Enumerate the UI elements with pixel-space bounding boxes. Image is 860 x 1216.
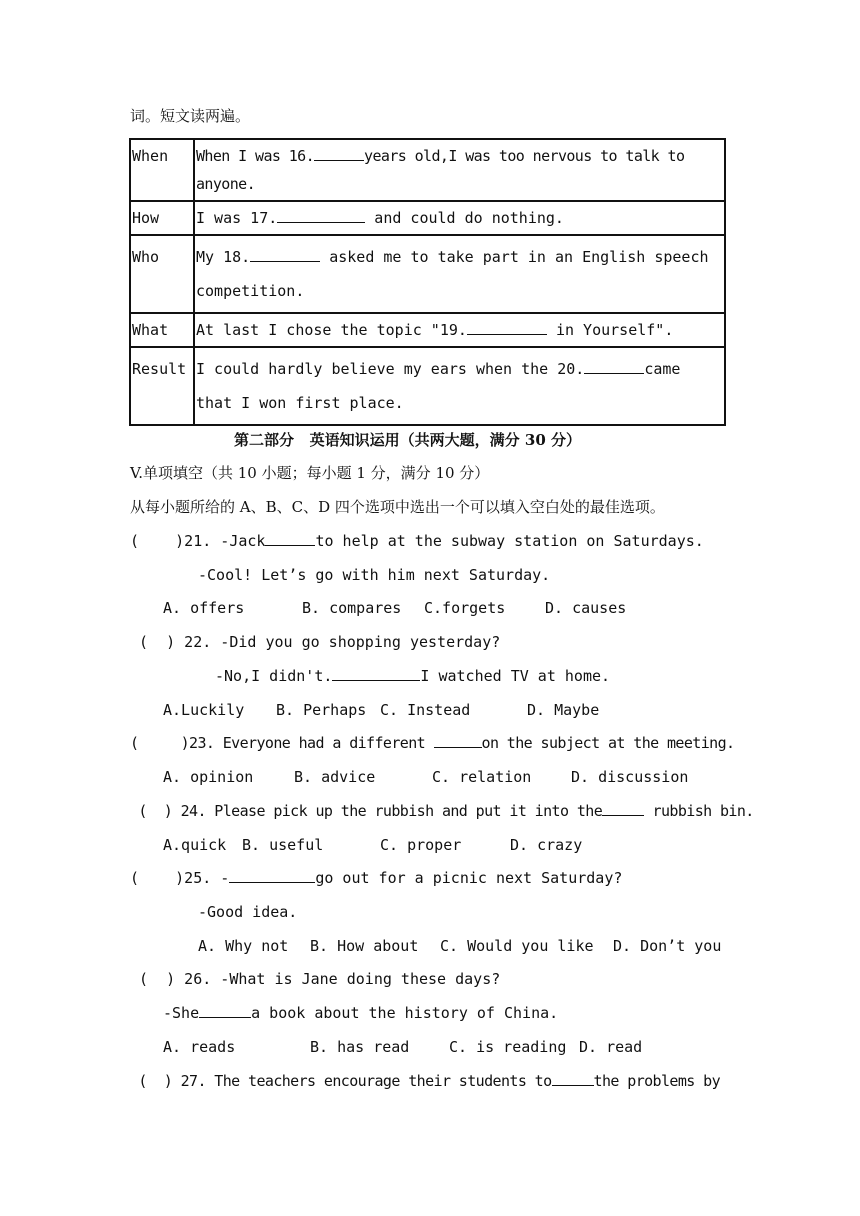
option-21-b[interactable]: B. compares [302,599,402,617]
option-22-d[interactable]: D. Maybe [527,701,600,719]
option-26-c[interactable]: C. is reading [449,1038,567,1056]
part2-title: 第二部分 英语知识运用（共两大题，满分 30 分） [234,431,581,449]
question-22-stem: ( ) 22. -Did you go shopping yesterday? [130,633,501,651]
row-key: Who [130,235,194,313]
option-23-c[interactable]: C. relation [432,768,532,786]
question-26-stem: ( ) 26. -What is Jane doing these days? [130,970,501,988]
section5-title: V.单项填空（共 10 小题；每小题 1 分，满分 10 分） [130,464,490,482]
row-value: I was 17. and could do nothing. [194,201,725,235]
option-26-d[interactable]: D. read [579,1038,643,1056]
blank-27[interactable] [552,1071,594,1086]
table-row [130,139,725,201]
option-24-a[interactable]: A.quick [163,836,227,854]
blank-25[interactable] [229,868,315,883]
option-22-b[interactable]: B. Perhaps [276,701,367,719]
option-25-c[interactable]: C. Would you like [440,937,594,955]
blank-16[interactable] [314,146,364,161]
option-24-b[interactable]: B. useful [242,836,324,854]
row-key: Result [130,347,194,425]
question-21-stem: ( )21. -Jack to help at the subway station on Saturdays. [130,532,704,550]
row-value: At last I chose the topic "19. in Yourself". [194,313,725,347]
blank-20[interactable] [584,359,644,374]
section5-instructions: 从每小题所给的 A、B、C、D 四个选项中选出一个可以填入空白处的最佳选项。 [130,498,665,516]
question-23-stem: ( )23. Everyone had a different on the subject at the meeting. [130,734,735,752]
question-25-dialogue: -Good idea. [198,903,298,921]
blank-26[interactable] [199,1003,251,1018]
option-26-b[interactable]: B. has read [310,1038,410,1056]
option-24-c[interactable]: C. proper [380,836,462,854]
option-22-a[interactable]: A.Luckily [163,701,245,719]
option-21-d[interactable]: D. causes [545,599,627,617]
option-22-c[interactable]: C. Instead [380,701,471,719]
blank-18[interactable] [250,247,320,262]
question-21-dialogue: -Cool! Let’s go with him next Saturday. [198,566,551,584]
option-21-c[interactable]: C.forgets [424,599,506,617]
blank-17[interactable] [277,208,365,223]
question-27-stem: ( ) 27. The teachers encourage their students to the problems by [130,1072,721,1090]
row-key: When [130,139,194,201]
table-row [130,235,725,313]
option-23-d[interactable]: D. discussion [571,768,689,786]
blank-19[interactable] [467,320,547,335]
table-row [130,313,725,347]
row-value: My 18. asked me to take part in an English speech competition. [194,235,725,313]
row-key: How [130,201,194,235]
row-value: When I was 16. years old,I was too nervous to talk to anyone. [194,139,725,201]
blank-23[interactable] [434,733,482,748]
question-25-stem: ( )25. - go out for a picnic next Saturday? [130,869,623,887]
option-25-d[interactable]: D. Don’t you [613,937,722,955]
blank-24[interactable] [602,801,644,816]
row-value: I could hardly believe my ears when the 20. came that I won first place. [194,347,725,425]
option-25-a[interactable]: A. Why not [198,937,289,955]
table-row [130,347,725,425]
blank-21[interactable] [265,531,315,546]
info-table [129,138,726,426]
option-23-b[interactable]: B. advice [294,768,376,786]
option-21-a[interactable]: A. offers [163,599,245,617]
intro-tail: 词。短文读两遍。 [130,107,251,125]
option-24-d[interactable]: D. crazy [510,836,583,854]
table-row [130,201,725,235]
option-26-a[interactable]: A. reads [163,1038,236,1056]
question-26-dialogue: -She a book about the history of China. [163,1004,559,1022]
blank-22[interactable] [332,666,420,681]
option-25-b[interactable]: B. How about [310,937,419,955]
question-22-dialogue: -No,I didn't. I watched TV at home. [215,667,611,685]
row-key: What [130,313,194,347]
question-24-stem: ( ) 24. Please pick up the rubbish and put it into the rubbish bin. [130,802,754,820]
option-23-a[interactable]: A. opinion [163,768,254,786]
